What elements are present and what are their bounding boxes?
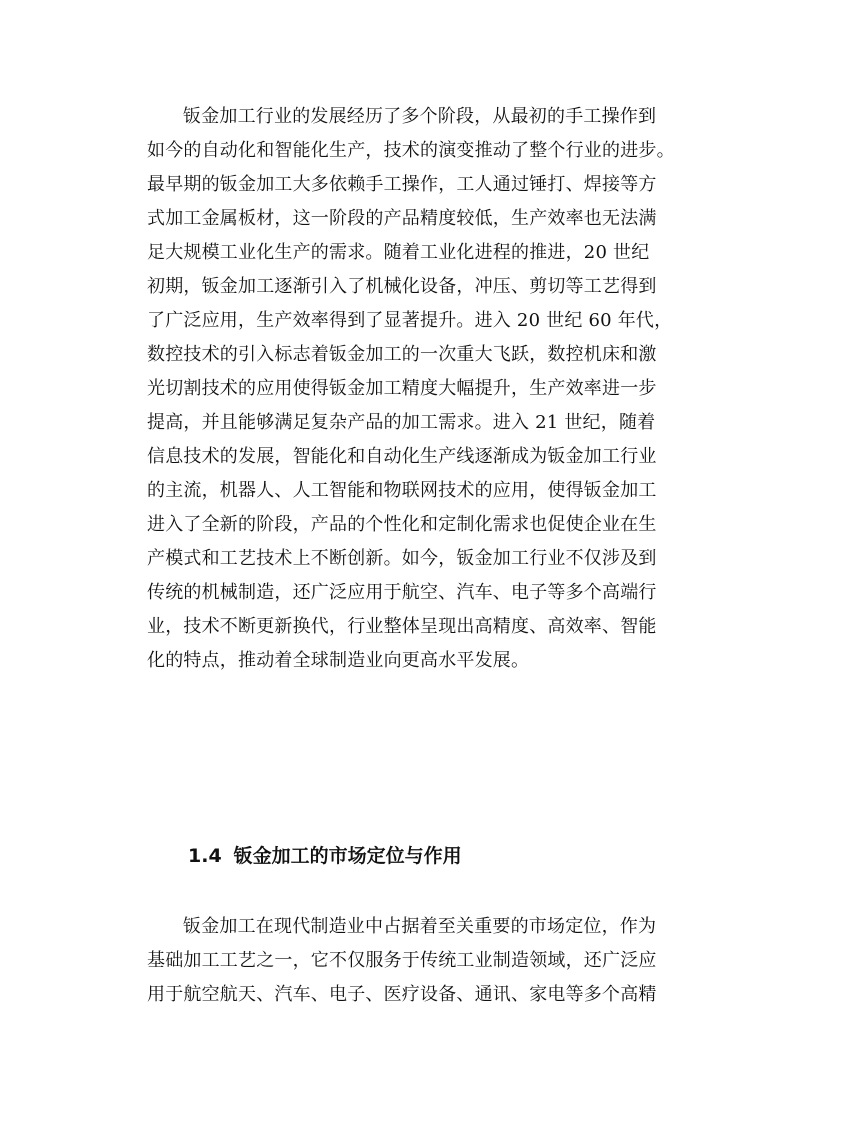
text-line: 钣金加工在现代制造业中占据着至关重要的市场定位，作为 [183,916,657,937]
section-number: 1.4 [188,845,222,867]
text-line: 数控技术的引入标志着钣金加工的一次重大飞跃，数控机床和激 [147,344,657,365]
paragraph-history [147,100,707,678]
text-line: 了广泛应用，生产效率得到了显著提升。进入 20 世纪 60 年代， [147,310,673,331]
text-line: 光切割技术的应用使得钣金加工精度大幅提升，生产效率进一步 [147,378,657,399]
text-line: 用于航空航天、汽车、电子、医疗设备、通讯、家电等多个高精 [147,984,657,1005]
text-line: 钣金加工行业的发展经历了多个阶段，从最初的手工操作到 [183,106,657,127]
text-line: 产模式和工艺技术上不断创新。如今，钣金加工行业不仅涉及到 [147,548,657,569]
text-line: 最早期的钣金加工大多依赖手工操作，工人通过锤打、焊接等方 [147,174,657,195]
text-line: 的主流，机器人、人工智能和物联网技术的应用，使得钣金加工 [147,480,657,501]
paragraph-market-position [147,910,707,1012]
text-line: 基础加工工艺之一，它不仅服务于传统工业制造领域，还广泛应 [147,950,657,971]
text-line: 业，技术不断更新换代，行业整体呈现出高精度、高效率、智能 [147,616,657,637]
section-heading [188,838,462,874]
text-line: 传统的机械制造，还广泛应用于航空、汽车、电子等多个高端行 [147,582,657,603]
text-line: 信息技术的发展，智能化和自动化生产线逐渐成为钣金加工行业 [147,446,657,467]
text-line: 提高，并且能够满足复杂产品的加工需求。进入 21 世纪，随着 [147,412,656,433]
section-title: 钣金加工的市场定位与作用 [233,845,462,867]
text-line: 式加工金属板材，这一阶段的产品精度较低，生产效率也无法满 [147,208,657,229]
text-line: 进入了全新的阶段，产品的个性化和定制化需求也促使企业在生 [147,514,657,535]
text-line: 化的特点，推动着全球制造业向更高水平发展。 [147,650,530,671]
text-line: 如今的自动化和智能化生产，技术的演变推动了整个行业的进步。 [147,140,675,161]
text-line: 足大规模工业化生产的需求。随着工业化进程的推进，20 世纪 [147,242,650,263]
text-line: 初期，钣金加工逐渐引入了机械化设备，冲压、剪切等工艺得到 [147,276,657,297]
